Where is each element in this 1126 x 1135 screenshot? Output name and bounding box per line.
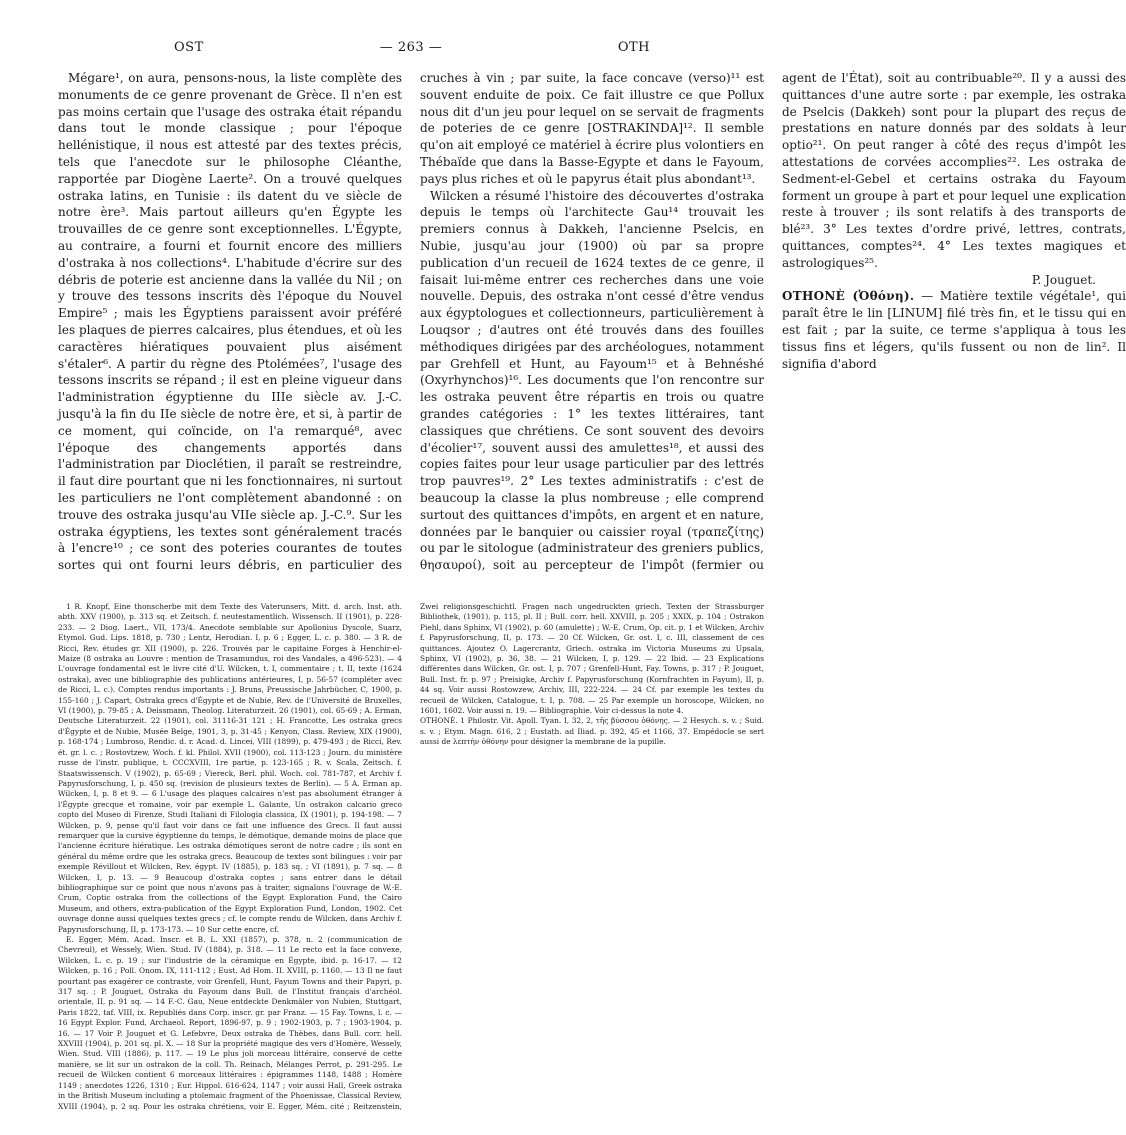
main-text-columns <box>58 70 1126 590</box>
running-head-left: OST <box>174 40 204 55</box>
footnotes-columns <box>58 602 764 1122</box>
page-header <box>58 40 764 62</box>
paragraph-ostraka-discoveries: Wilcken a résumé l'histoire des découvertes d'ostraka depuis le temps où l'architecte Gau¹⁴ trouvait les premiers connus à Dakkeh, l'ancienne Pselcis, en Nubie, jusqu'au jour (1900) où par sa propre publication d'un recueil de 1624 textes de ce genre, il faisait lui-même entrer ces recherches dans une voie nouvelle. Depuis, des ostraka n'ont cessé d'être vendus aux égyptologues et collectionneurs, particulièrement à Louqsor ; d'autres ont été trouvés dans des fouilles méthodiques dirigées par des archéologues, notamment par Grehfell et Hunt, au Fayoum¹⁵ et à Behnéshé (Oxyrhynchos)¹⁶. Les documents que l'on rencontre sur les ostraka peuvent être répartis en trois ou quatre grandes catégories : 1° les textes littéraires, tant classiques que chrétiens. Ce sont souvent des devoirs d'écolier¹⁷, souvent aussi des amulettes¹⁸, et aussi des copies faites pour leur usage particulier par des lettrés trop pauvres¹⁹. 2° Les textes administratifs : c'est de beaucoup la classe la plus nombreuse ; elle comprend surtout des quittances d'impôts, en argent et en nature, données par le banquier ou caissier royal (τραπεζίτης) ou par le sitologue (administrateur des greniers publics, θησαυροί), soit au percepteur de l'impôt (fermier ou agent de l'État), soit au contribuable²⁰. Il y a aussi des quittances d'une autre sorte : par exemple, les ostraka de Pselcis (Dakkeh) sont pour la plupart des reçus de prestations en nature donnés par des soldats à leur optio²¹. On peut ranger à côté des reçus d'impôt les attestations de corvées accomplies²². Les ostraka de Sedment-el-Gebel et certains ostraka du Fayoum forment un groupe à part et pour lequel une explication reste à trouver ; ils sont relatifs à des transports de blé²³. 3° Les textes d'ordre privé, lettres, contrats, quittances, comptes²⁴. 4° Les textes magiques et astrologiques²⁵. <box>420 71 1126 573</box>
footnotes-block-2: E. Egger, Mém. Acad. Inscr. et B. L. XXI (1857), p. 378, n. 2 (communication de Chevreul), et Wessely, Wien. Stud. IV (1884), p. 318. — 11 Le recto est la face convexe, Wilcken, L. c. p. 19 ; sur l'industrie de la céramique en Égypte, ibid. p. 16-17. — 12 Wilcken, p. 16 ; Poll. Onom. IX, 111-112 ; Eust. Ad Hom. II. XVIII, p. 1160. — 13 Il ne faut pourtant pas exagérer ce contraste, voir Grenfell, Hunt, Fayum Towns and their Papyri, p. 317 sq. ; P. Jouguet, Ostraka du Fayoum dans Bull. de l'Institut français d'archéol. orientale, II, p. 91 sq. — 14 F.-C. Gau, Neue entdeckte Denkmäler von Nubien, Stuttgart, Paris 1822, taf. VIII, ix. Republiés dans Corp. inscr. gr. par Franz. — 15 Fay. Towns, l. c. — 16 Egypt Explor. Fund, Archaeol. Report, 1896-97, p. 9 ; 1902-1903, p. 7 ; 1903-1904, p. 16. — 17 Voir P. Jouguet et G. Lefebvre, Deux ostraka de Thèbes, dans Bull. corr. hell. XXVIII (1904), p. 201 sq. pl. X. — 18 Sur la propriété magique des vers d'Homère, Wessely, Wien. Stud. VIII (1886), p. 117. — 19 Le plus joli morceau littéraire, conservé de cette manière, se lit sur un ostrakon de la coll. Th. Reinach, Mélanges Perrot, p. 291-295. Le recueil de Wilcken contient 6 morceaux littéraires : épigrammes 1148, 1488 ; Homère 1149 ; anecdotes 1226, 1310 ; Eur. Hippol. 616-624, 1147 ; voir aussi Hall, Greek ostraka in the British Museum including a ptolemaic fragment of the Phoenissae, Classical Review, XVIII (1904), p. 2 sq. Pour les ostraka chrétiens, voir E. Egger, Mém. cité ; Reitzenstein, Zwei religionsgeschichtl. Fragen nach ungedruckten griech. Texten der Strassburger Bibliothek, (1901), p. 115, pl. II ; Bull. corr. hell. XXVIII, p. 205 ; XXIX, p. 104 ; Ostrakon Piehl, dans Sphinx, VI (1902), p. 60 (amulette) ; W.-E. Crum, Op. cit. p. 1 et Wilcken, Archiv f. Papyrusforschung, II, p. 173. — 20 Cf. Wilcken, Gr. ost. I, c. III, classement de ces quittances. Ajoutez O. Lagercrantz, Griech. ostraka im Victoria Museums zu Upsala, Sphinx, VI (1902), p. 36, 38. — 21 Wilcken, I, p. 129. — 22 Ibid. — 23 Explications différentes dans Wilcken, Gr. ost. I, p. 707 ; Grenfell-Hunt, Fay. Towns, p. 317 ; P. Jouguet, Bull. Inst. fr. p. 97 ; Preisigke, Archiv f. Papyrusforschung (Kornfrachten in Fayum), II, p. 44 sq. Voir aussi Rostowzew, Archiv, III, 222-224. — 24 Cf. par exemple les textes du recueil de Wilcken, Catalogue, t. I, p. 708. — 25 Par exemple un horoscope, Wilcken, no 1601, 1602. Voir aussi n. 19. — Bibliographie. Voir ci-dessus la note 4. <box>58 602 764 1111</box>
footnotes-othone: OTHONÈ. 1 Philostr. Vit. Apoll. Tyan. I, 32, 2, τῆς βύσσου ὀθόνης. — 2 Hesych. s. v. ; Suid. s. v. ; Etym. Magn. 616, 2 ; Eustath. ad Iliad. p. 392, 45 et 1166, 37. Empédocle se sert aussi de λεπτὴν ὀθόνην pour désigner la membrane de la pupille. <box>420 716 764 747</box>
entry-heading: OTHONÈ (Ὀθόνη). <box>782 289 915 304</box>
running-head-right: OTH <box>617 40 650 55</box>
entry-othone <box>782 288 1126 372</box>
entry-body: — Matière textile végétale¹, qui paraît être le lin [LINUM] filé très fin, et le tissu qui en est fait ; par la suite, ce terme s'appliqua à tous les tissus fins et légers, qu'ils fussent ou non de lin². Il signifia d'abord <box>782 289 1126 371</box>
footnotes-block-1: 1 R. Knopf, Eine thonscherbe mit dem Texte des Vaterunsers, Mitt. d. arch. Inst. ath. abth. XXV (1900), p. 313 sq. et Zeitsch. f. neutestamentlich. Wissensch. II (1901), p. 228-233. — 2 Diog. Laert., VII, 173/4. Anecdote semblable sur Apollonius Dyscole, Suarz, Etymol. Gud. Lips. 1818, p. 730 ; Lentz, Herodian. I, p. 6 ; Egger, L. c. p. 380. — 3 R. de Ricci, Rev. études gr. XII (1900), p. 226. Trouvés par le capitaine Forges à Henchir-el-Maize (8 ostraka au Louvre : mention de Trasamundus, roi des Vandales, a 496-523). — 4 L'ouvrage fondamental est le livre cité d'U. Wilcken, t. I, commentaire ; t. II, texte (1624 ostraka), avec une bibliographie des publications antérieures, I, p. 56-57 (compléter avec de Ricci, L. c.). Comptes rendus importants : J. Bruns, Preussische Jahrbücher, C, 1900, p. 155-160 ; J. Capart, Ostraka grecs d'Égypte et de Nubie, Rev. de l'Université de Bruxelles, VI (1900), p. 79-85 ; A. Deissmann, Theolog. Literaturzeit. 26 (1901), col. 65-69 ; A. Erman, Deutsche Literaturzeit. 22 (1901), col. 31116-31 121 ; H. Francotte, Les ostraka grecs d'Égypte et de Nubie, Musée Belge, 1901, 3, p. 31-45 ; Kenyon, Class. Review, XIX (1900), p. 168-174 ; Lumbroso, Rendic. d. r. Acad. d. Lincei, VIII (1899), p. 479-493 ; de Ricci, Rev. ét. gr. l. c. ; Rostovtzew, Woch. f. kl. Philol. XVII (1900), col. 113-123 ; Journ. du ministère russe de l'instr. publique, t. CCCXVIII, 1re partie, p. 123-165 ; R. v. Scala, Zeitsch. f. Staatswissensch. V (1902), p. 65-69 ; Viereck, Berl. phil. Woch. col. 781-787, et Archiv f. Papyrusforschung, I, p. 450 sq. (revision de plusieurs textes de Berlin). — 5 A. Erman ap. Wilcken, I, p. 8 et 9. — 6 L'usage des plaques calcaires n'est pas absolument étranger à l'Égypte grecque et romaine, voir par exemple L. Galante, Un ostrakon calcario greco copto del Museo di Firenze, Studi Italiani di Filologia classica, IX (1901), p. 194-198. — 7 Wilcken, p. 9, pense qu'il faut voir dans ce fait une influence des Grecs. Il faut aussi remarquer que la cursive égyptienne du temps, le démotique, demande moins de place que l'ancienne écriture hiératique. Les ostraka démotiques seront de notre cadre ; ils sont en général du même ordre que les ostraka grecs. Beaucoup de textes sont bilingues : voir par exemple Révillout et Wilcken, Rev. égypt. IV (1885), p. 183 sq. ; VI (1891), p. 7 sq. — 8 Wilcken, I, p. 13. — 9 Beaucoup d'ostraka coptes ; sans entrer dans le détail bibliographique sur ce point que nous n'avons pas à traiter, signalons l'ouvrage de W.-E. Crum, Coptic ostraka from the collections of the Egypt Exploration Fund, the Cairo Museum, and others, extra-publication of the Egypt Exploration Fund, London, 1902. Cet ouvrage donne aussi quelques textes grecs ; cf. le compte rendu de Wilcken, dans Archiv f. Papyrusforschung, II, p. 173-173. — 10 Sur cette encre, cf. <box>58 602 402 934</box>
page-number: — 263 — <box>379 40 443 55</box>
author-signature: P. Jouguet. <box>1031 272 1096 287</box>
paragraph-ostraka-history: Mégare¹, on aura, pensons-nous, la liste complète des monuments de ce genre provenant de Grèce. Il n'en est pas moins certain que l'usage des ostraka était répandu dans tout le monde classique ; pour l'époque hellénistique, il nous est attesté par des textes précis, tels que l'anecdote sur le philosophe Cléanthe, rapportée par Diogène Laerte². On a trouvé quelques ostraka latins, en Tunisie : ils datent du ve siècle de notre ère³. Mais partout ailleurs qu'en Égypte les trouvailles de ce genre sont exceptionnelles. L'Égypte, au contraire, a fourni et fournit encore des milliers d'ostraka à nos collections⁴. L'habitude d'écrire sur des débris de poterie est ancienne dans la vallée du Nil ; on y trouve des tessons inscrits dès l'époque du Nouvel Empire⁵ ; mais les Égyptiens paraissent avoir préféré les plaques de pierres calcaires, plus étendues, et où les caractères hiératiques pouvaient plus aisément s'étaler⁶. A partir du règne des Ptolémées⁷, l'usage des tessons inscrits se répand ; il est en pleine vigueur dans l'administration égyptienne du IIIe siècle av. J.-C. jusqu'à la fin du IIe siècle de notre ère, et si, à partir de ce moment, qui coïncide, on l'a remarqué⁸, avec l'époque des changements apportés dans l'administration par Dioclétien, il paraît se restreindre, il faut dire pourtant que ni les fonctionnaires, ni surtout les particuliers ne l'ont complètement abandonné : on trouve des ostraka jusqu'au VIIe siècle ap. J.-C.⁹. Sur les ostraka égyptiens, les textes sont généralement tracés à l'encre¹⁰ ; ce sont des poteries courantes de toutes sortes qui ont fourni leurs débris, en particulier des cruches à vin ; par suite, la face concave (verso)¹¹ est souvent enduite de poix. Ce fait illustre ce que Pollux nous dit d'un jeu pour lequel on se servait de fragments de poteries de ce genre [OSTRAKINDA]¹². Il semble qu'on ait employé ce matériel à écrire plus volontiers en Thébaïde que dans la Basse-Egypte et dans le Fayoum, pays plus riches et où le papyrus était plus abondant¹³. <box>58 71 764 573</box>
